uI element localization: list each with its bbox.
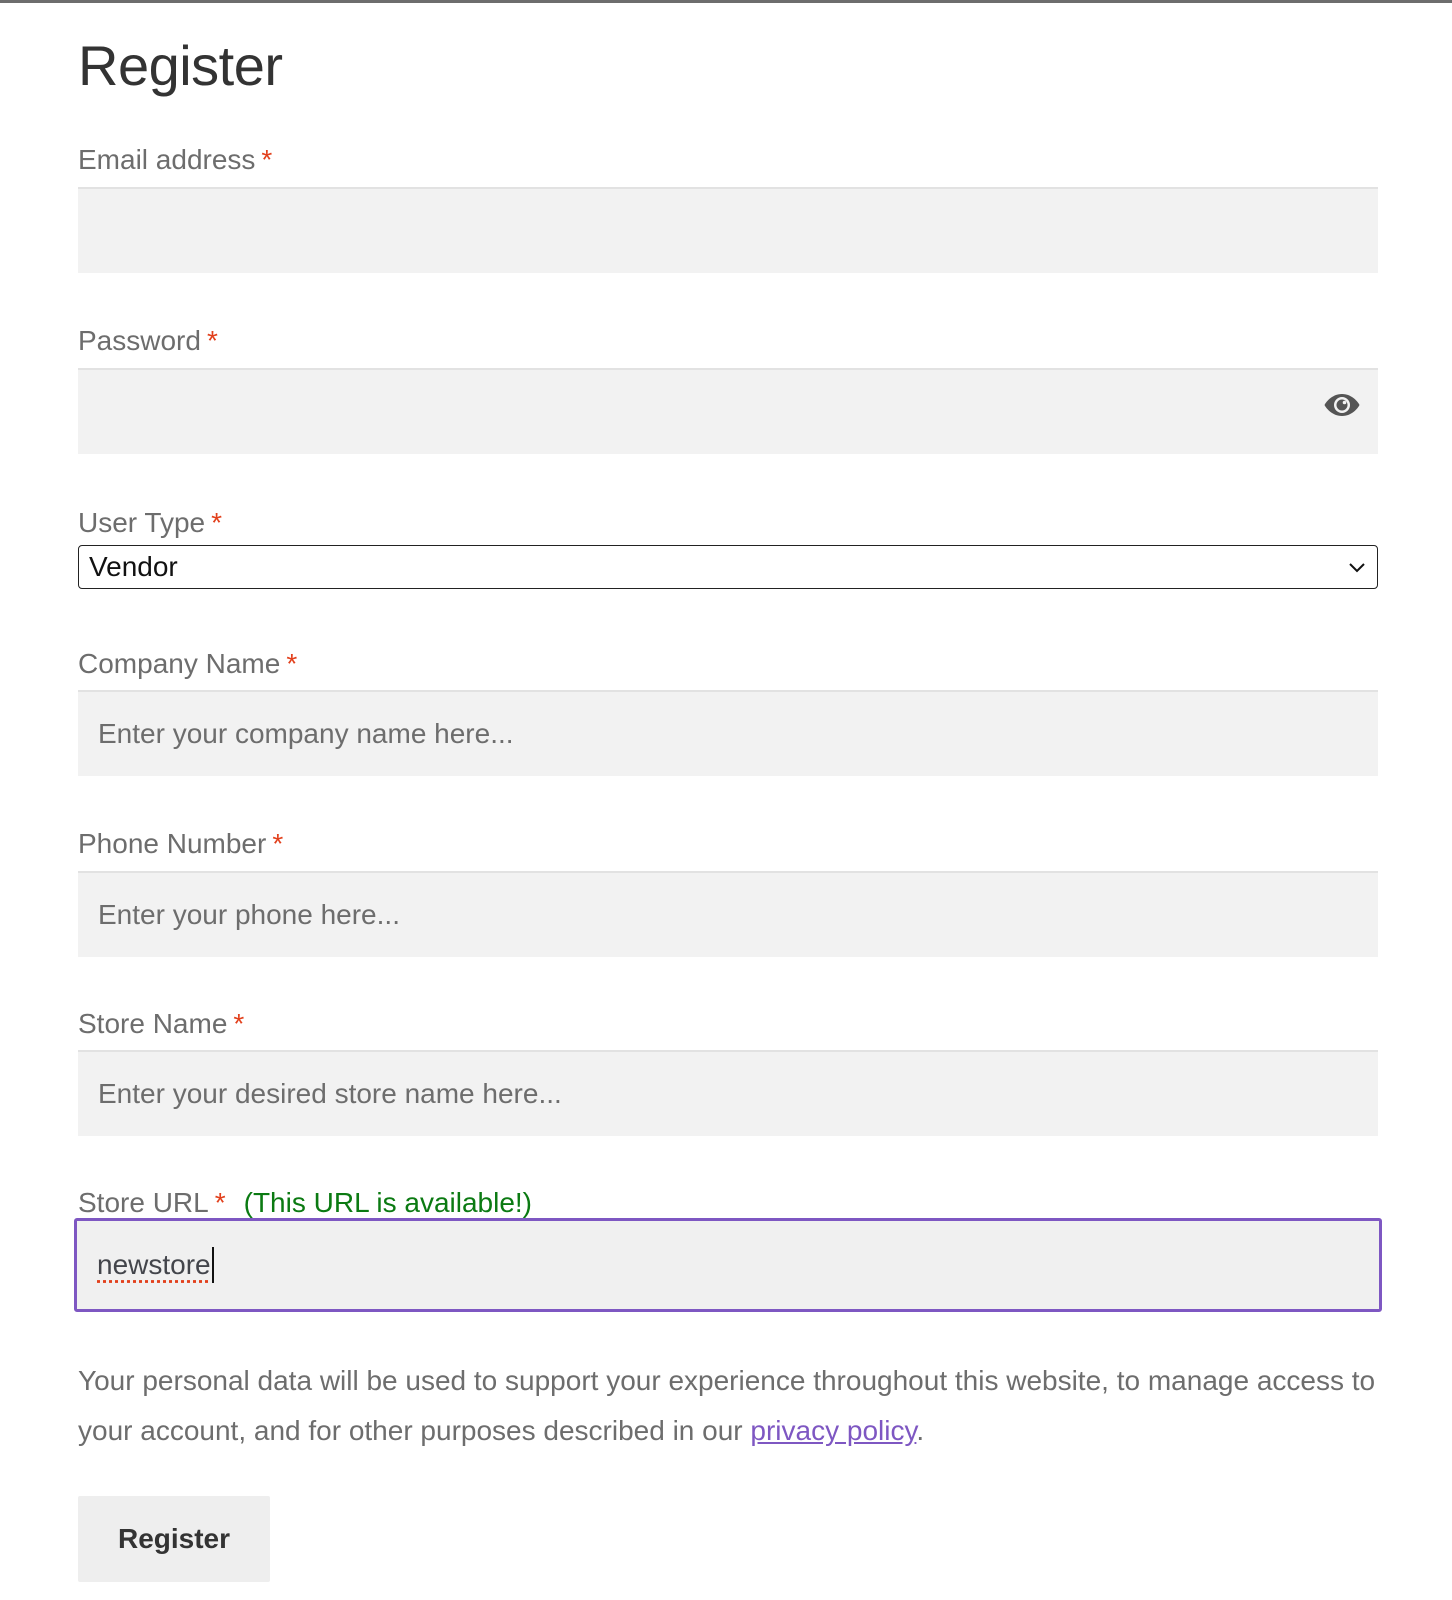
store-url-label-text: Store URL (78, 1187, 209, 1218)
eye-icon[interactable] (1323, 390, 1361, 420)
privacy-policy-link[interactable]: privacy policy (750, 1415, 917, 1446)
password-required-mark: * (206, 325, 218, 356)
user-type-select[interactable] (78, 545, 1378, 589)
company-name-required-mark: * (286, 648, 298, 679)
store-name-label (78, 1006, 244, 1042)
privacy-notice-end: . (916, 1415, 925, 1446)
user-type-label-text: User Type (78, 507, 206, 538)
phone-number-required-mark: * (272, 828, 284, 859)
password-label-text: Password (78, 325, 201, 356)
company-name-field[interactable] (78, 690, 1378, 776)
store-name-required-mark: * (233, 1008, 245, 1039)
email-field[interactable] (78, 187, 1378, 273)
user-type-required-mark: * (211, 507, 222, 538)
store-url-field[interactable] (74, 1218, 1382, 1312)
email-required-mark: * (261, 144, 273, 175)
user-type-selected-value: Vendor (89, 551, 178, 582)
text-caret (212, 1247, 214, 1283)
privacy-notice-text: Your personal data will be used to support your experience throughout this website, to manage access to your account, and for other purposes described in our (78, 1365, 1376, 1446)
register-button[interactable]: Register (78, 1496, 270, 1582)
user-type-label (78, 505, 222, 541)
password-field[interactable] (78, 368, 1378, 454)
email-label-text: Email address (78, 144, 256, 175)
top-divider (0, 0, 1452, 3)
store-name-field[interactable] (78, 1050, 1378, 1136)
chevron-down-icon (1347, 560, 1367, 574)
phone-number-label (78, 826, 283, 862)
store-url-required-mark: * (214, 1187, 226, 1218)
store-url-label (78, 1185, 532, 1221)
email-label (78, 142, 272, 178)
password-label (78, 323, 218, 359)
company-name-label (78, 646, 297, 682)
company-name-label-text: Company Name (78, 648, 281, 679)
page-title: Register (78, 34, 283, 97)
store-name-label-text: Store Name (78, 1008, 228, 1039)
phone-number-label-text: Phone Number (78, 828, 267, 859)
privacy-notice (78, 1356, 1398, 1456)
phone-number-field[interactable] (78, 871, 1378, 957)
store-url-availability: (This URL is available!) (243, 1187, 533, 1218)
store-url-value[interactable]: newstore (97, 1249, 211, 1280)
